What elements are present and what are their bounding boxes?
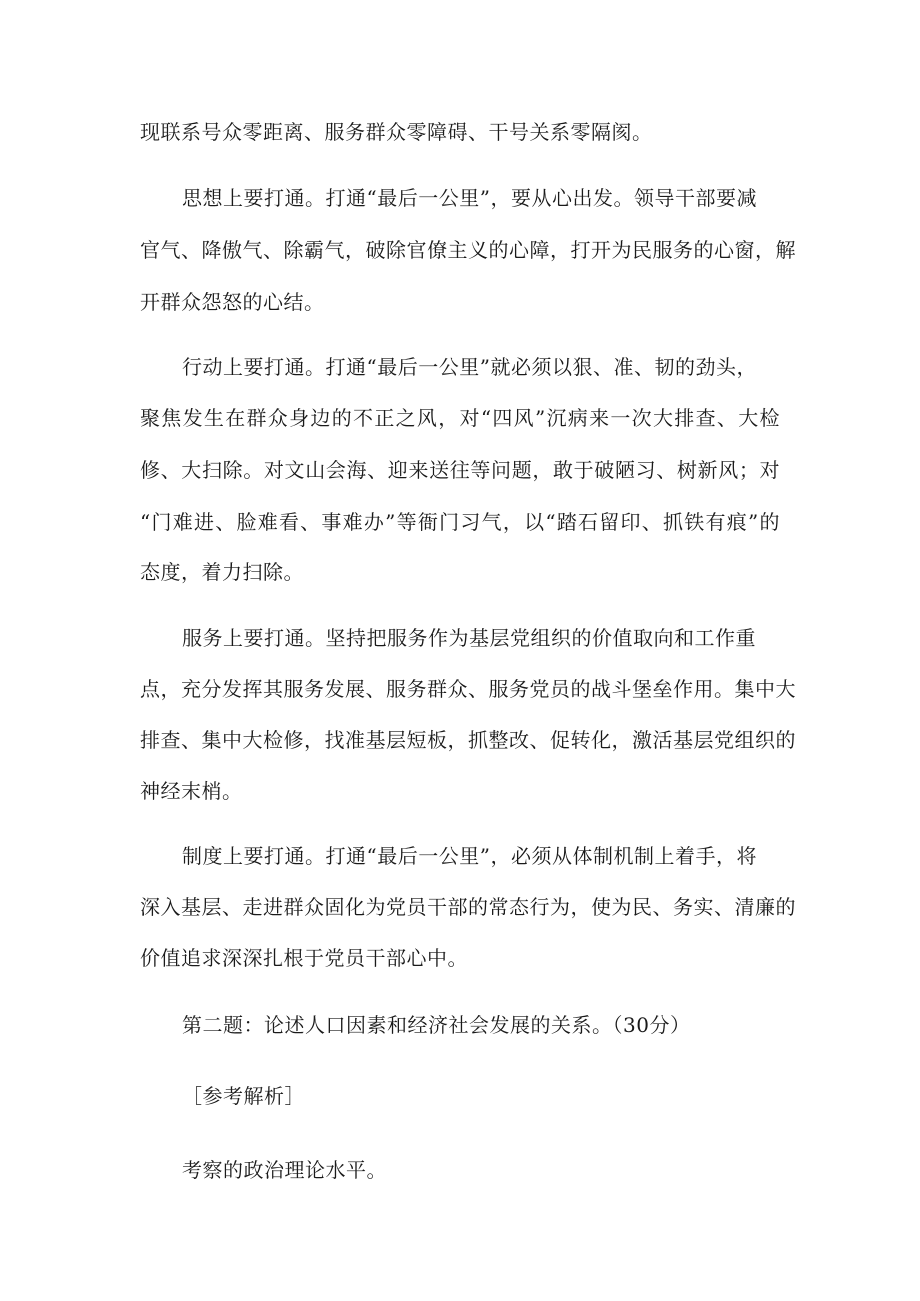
- paragraph-1-line-2: 开群众怨怒的心结。: [140, 290, 325, 314]
- paragraph-0-line-0: 现联系号众零距离、服务群众零障碍、干号关系零隔阂。: [140, 120, 653, 144]
- paragraph-2-line-2: 修、大扫除。对文山会海、迎来送往等问题，敢于破陋习、树新风；对: [140, 458, 780, 482]
- paragraph-4-line-2: 价值追求深深扎根于党员干部心中。: [140, 946, 468, 970]
- paragraph-2-line-0: 行动上要打通。打通“最后一公里”就必须以狠、准、韧的劲头，: [182, 355, 757, 379]
- paragraph-2-line-3: “门难进、脸难看、事难办”等衙门习气，以“踏石留印、抓铁有痕”的: [140, 510, 780, 534]
- paragraph-3-line-1: 点，充分发挥其服务发展、服务群众、服务党员的战斗堡垒作用。集中大: [140, 677, 796, 701]
- paragraph-1-line-1: 官气、降傲气、除霸气，破除官僚主义的心障，打开为民服务的心窗，解: [140, 238, 796, 262]
- paragraph-3-line-0: 服务上要打通。坚持把服务作为基层党组织的价值取向和工作重: [182, 626, 756, 650]
- paragraph-3-line-2: 排查、集中大检修，找准基层短板，抓整改、促转化，激活基层党组织的: [140, 728, 796, 752]
- paragraph-1-line-0: 思想上要打通。打通“最后一公里”，要从心出发。领导干部要减: [182, 186, 757, 210]
- paragraph-3-line-3: 神经末梢。: [140, 779, 243, 803]
- paragraph-2-line-4: 态度，着力扫除。: [140, 560, 304, 584]
- reference-analysis-label: ［参考解析］: [182, 1084, 305, 1108]
- paragraph-4-line-1: 深入基层、走进群众固化为党员干部的常态行为，使为民、务实、清廉的: [140, 895, 796, 919]
- analysis-text: 考察的政治理论水平。: [182, 1158, 387, 1182]
- paragraph-2-line-1: 聚焦发生在群众身边的不正之风，对“四风”沉病来一次大排查、大检: [140, 406, 780, 430]
- paragraph-4-line-0: 制度上要打通。打通“最后一公里”，必须从体制机制上着手，将: [182, 844, 757, 868]
- question-two-heading: 第二题：论述人口因素和经济社会发展的关系。（30分）: [182, 1013, 691, 1037]
